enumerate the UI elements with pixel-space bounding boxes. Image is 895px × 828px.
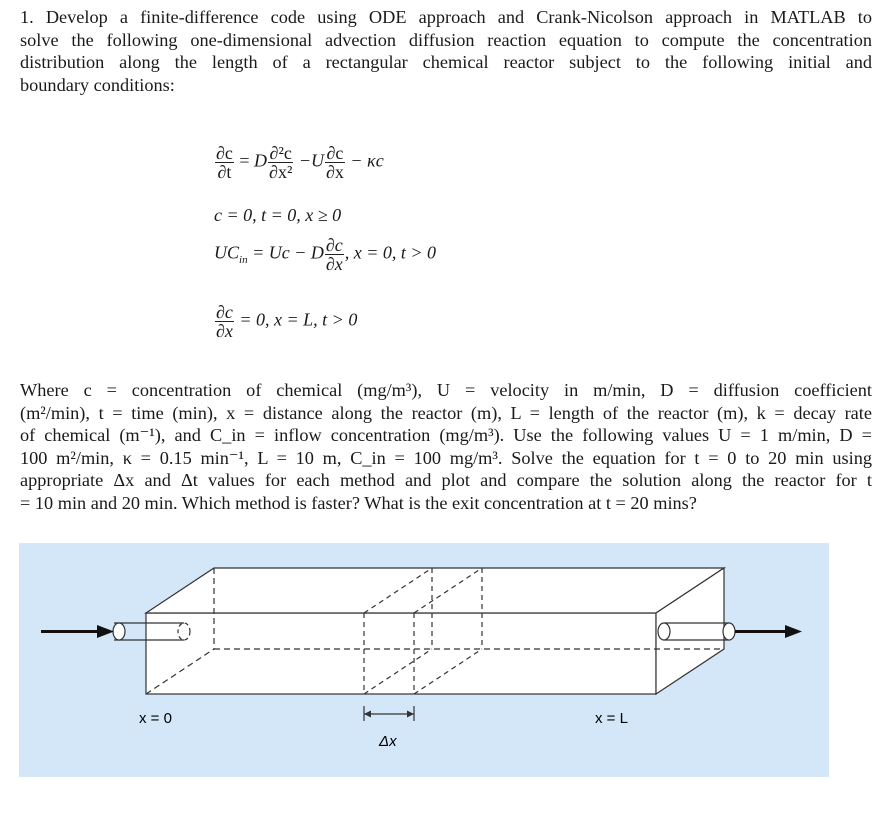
bc-left-den: ∂x (325, 254, 343, 274)
reactor-top-face (146, 568, 724, 613)
pde-dc: ∂c (216, 143, 233, 163)
pde-dx2: ∂x² (269, 162, 293, 182)
dx-arrowhead-right (407, 711, 414, 718)
pde-equals: = (239, 150, 250, 171)
pde-dx: ∂x (326, 162, 344, 182)
label-dx: Δx (379, 733, 397, 750)
bc-left-mid: = Uc − D (247, 242, 324, 263)
pde-d: D (254, 150, 268, 171)
intro-line: 1. Develop a finite-difference code using ODE approach and Crank-Nicolson approach in MATLAB to (20, 7, 872, 27)
right-boundary-condition (214, 303, 357, 340)
outflow-arrowhead (785, 625, 802, 638)
bc-right-tail: = 0, x = L, t > 0 (234, 309, 358, 330)
where-line: Where c = concentration of chemical (mg/m³), U = velocity in m/min, D = diffusion coefficient (20, 380, 872, 400)
where-line: of chemical (m⁻¹), and C_in = inflow concentration (mg/m³). Use the following values U = 1 m/min, D = (20, 425, 872, 445)
intro-line: boundary conditions: (20, 74, 175, 95)
pde-decay: − κc (350, 150, 384, 171)
where-line: 100 m²/min, κ = 0.15 min⁻¹, L = 10 m, C_in = 100 mg/m³. Solve the equation for t = 0 to 20 min using (20, 447, 872, 468)
intro-line: solve the following one-dimensional advection diffusion reaction equation to compute the concentration (20, 29, 872, 50)
pde-equation (214, 144, 384, 181)
pde-dc2: ∂c (326, 143, 344, 163)
inlet-pipe-end (113, 623, 125, 640)
problem-definitions (20, 379, 872, 514)
outlet-pipe-start (658, 623, 670, 640)
bc-left-lhs: UC (214, 242, 240, 263)
label-x0: x = 0 (139, 710, 172, 727)
pde-minus-u: −U (298, 150, 324, 171)
pde-dt: ∂t (215, 162, 234, 181)
bc-right-den: ∂x (216, 321, 233, 341)
intro-line: distribution along the length of a rectangular chemical reactor subject to the following initial and (20, 52, 872, 72)
bc-left-tail: , x = 0, t > 0 (344, 242, 437, 263)
problem-intro (20, 6, 872, 96)
pde-d2c: ∂²c (269, 143, 292, 163)
where-line: appropriate Δx and Δt values for each method and plot and compare the solution along the reactor for t (20, 470, 872, 490)
where-line: (m²/min), t = time (min), x = distance along the reactor (m), L = length of the reactor (m), k = decay rate (20, 402, 872, 423)
left-boundary-condition (214, 236, 436, 273)
label-xL: x = L (595, 710, 628, 727)
initial-condition: c = 0, t = 0, x ≥ 0 (214, 205, 342, 225)
where-line: = 10 min and 20 min. Which method is faster? What is the exit concentration at t = 20 mins? (20, 492, 697, 513)
bc-left-sub: in (239, 254, 248, 267)
outlet-pipe-end (723, 623, 735, 640)
inflow-arrowhead (97, 625, 114, 638)
bc-left-num: ∂c (325, 235, 343, 255)
bc-right-num: ∂c (216, 302, 233, 322)
dx-arrowhead-left (364, 711, 371, 718)
reactor-front-face (146, 613, 656, 694)
reactor-figure (19, 543, 829, 777)
reactor-diagram (19, 543, 829, 777)
